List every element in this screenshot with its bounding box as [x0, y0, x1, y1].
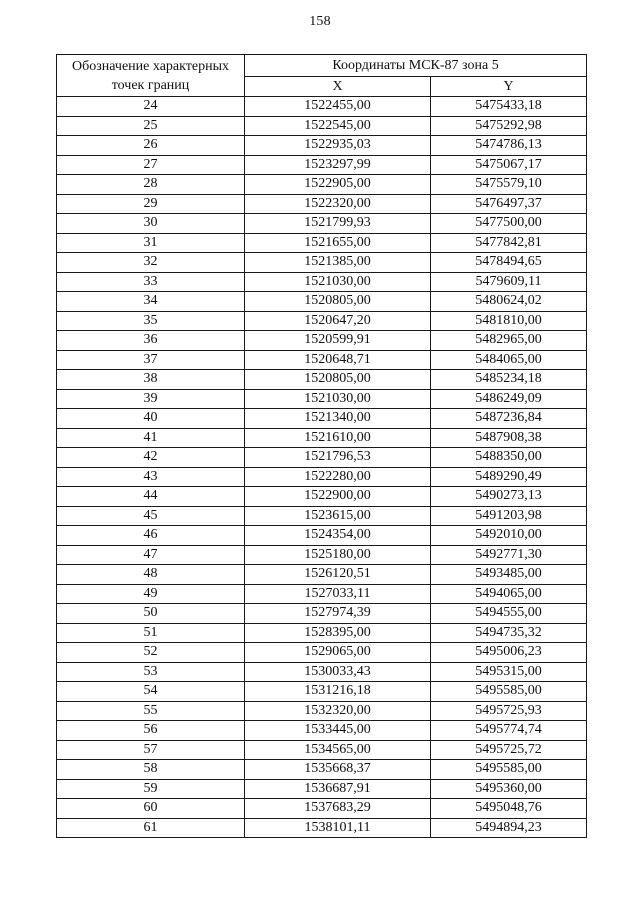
point-cell: 61: [57, 818, 245, 838]
x-coordinate-cell: 1521030,00: [245, 389, 431, 409]
x-coordinate-cell: 1522545,00: [245, 116, 431, 136]
table-row: [57, 155, 587, 175]
point-cell: 60: [57, 799, 245, 819]
point-cell: 56: [57, 721, 245, 741]
point-cell: 53: [57, 662, 245, 682]
x-coordinate-cell: 1534565,00: [245, 740, 431, 760]
point-cell: 59: [57, 779, 245, 799]
x-coordinate-cell: 1533445,00: [245, 721, 431, 741]
point-cell: 41: [57, 428, 245, 448]
table-row: [57, 272, 587, 292]
y-coordinate-cell: 5493485,00: [431, 565, 587, 585]
point-cell: 42: [57, 448, 245, 468]
y-coordinate-cell: 5477842,81: [431, 233, 587, 253]
point-cell: 45: [57, 506, 245, 526]
y-coordinate-cell: 5495725,72: [431, 740, 587, 760]
table-row: [57, 721, 587, 741]
point-cell: 29: [57, 194, 245, 214]
coordinates-column-header: Координаты МСК-87 зона 5: [245, 55, 587, 77]
point-cell: 54: [57, 682, 245, 702]
table-row: [57, 389, 587, 409]
y-coordinate-cell: 5490273,13: [431, 487, 587, 507]
y-coordinate-cell: 5495585,00: [431, 760, 587, 780]
point-cell: 28: [57, 175, 245, 195]
y-coordinate-cell: 5495360,00: [431, 779, 587, 799]
point-column-header: Обозначение характерных точек границ: [57, 55, 245, 97]
y-coordinate-cell: 5475579,10: [431, 175, 587, 195]
table-header-row: [57, 55, 587, 77]
point-cell: 32: [57, 253, 245, 273]
table-row: [57, 428, 587, 448]
table-row: [57, 467, 587, 487]
table-row: [57, 350, 587, 370]
x-coordinate-cell: 1521340,00: [245, 409, 431, 429]
y-column-header: Y: [431, 77, 587, 97]
x-coordinate-cell: 1527033,11: [245, 584, 431, 604]
table-row: [57, 779, 587, 799]
x-coordinate-cell: 1532320,00: [245, 701, 431, 721]
table-row: [57, 487, 587, 507]
point-cell: 35: [57, 311, 245, 331]
y-coordinate-cell: 5474786,13: [431, 136, 587, 156]
x-coordinate-cell: 1535668,37: [245, 760, 431, 780]
y-coordinate-cell: 5477500,00: [431, 214, 587, 234]
x-coordinate-cell: 1520599,91: [245, 331, 431, 351]
x-coordinate-cell: 1524354,00: [245, 526, 431, 546]
table-row: [57, 662, 587, 682]
point-cell: 36: [57, 331, 245, 351]
y-coordinate-cell: 5495774,74: [431, 721, 587, 741]
y-coordinate-cell: 5494065,00: [431, 584, 587, 604]
table-row: [57, 448, 587, 468]
table-row: [57, 136, 587, 156]
point-cell: 55: [57, 701, 245, 721]
table-row: [57, 253, 587, 273]
table-row: [57, 97, 587, 117]
x-coordinate-cell: 1520805,00: [245, 370, 431, 390]
x-coordinate-cell: 1523297,99: [245, 155, 431, 175]
y-coordinate-cell: 5495585,00: [431, 682, 587, 702]
x-coordinate-cell: 1521030,00: [245, 272, 431, 292]
point-cell: 43: [57, 467, 245, 487]
point-cell: 34: [57, 292, 245, 312]
y-coordinate-cell: 5494735,32: [431, 623, 587, 643]
point-cell: 46: [57, 526, 245, 546]
point-cell: 39: [57, 389, 245, 409]
table-row: [57, 409, 587, 429]
x-coordinate-cell: 1537683,29: [245, 799, 431, 819]
table-row: [57, 818, 587, 838]
y-coordinate-cell: 5485234,18: [431, 370, 587, 390]
point-cell: 58: [57, 760, 245, 780]
point-cell: 51: [57, 623, 245, 643]
point-cell: 25: [57, 116, 245, 136]
y-coordinate-cell: 5476497,37: [431, 194, 587, 214]
y-coordinate-cell: 5479609,11: [431, 272, 587, 292]
x-coordinate-cell: 1521655,00: [245, 233, 431, 253]
y-coordinate-cell: 5486249,09: [431, 389, 587, 409]
table-row: [57, 545, 587, 565]
x-coordinate-cell: 1527974,39: [245, 604, 431, 624]
y-coordinate-cell: 5487908,38: [431, 428, 587, 448]
point-cell: 27: [57, 155, 245, 175]
x-coordinate-cell: 1538101,11: [245, 818, 431, 838]
x-coordinate-cell: 1522320,00: [245, 194, 431, 214]
table-row: [57, 740, 587, 760]
y-coordinate-cell: 5482965,00: [431, 331, 587, 351]
table-row: [57, 214, 587, 234]
x-coordinate-cell: 1522900,00: [245, 487, 431, 507]
table-row: [57, 292, 587, 312]
point-cell: 50: [57, 604, 245, 624]
table-row: [57, 701, 587, 721]
page-number: 158: [309, 14, 331, 29]
table-row: [57, 682, 587, 702]
x-coordinate-cell: 1522905,00: [245, 175, 431, 195]
x-coordinate-cell: 1525180,00: [245, 545, 431, 565]
point-cell: 26: [57, 136, 245, 156]
y-coordinate-cell: 5491203,98: [431, 506, 587, 526]
x-column-header: X: [245, 77, 431, 97]
y-coordinate-cell: 5495315,00: [431, 662, 587, 682]
point-cell: 40: [57, 409, 245, 429]
point-cell: 31: [57, 233, 245, 253]
x-coordinate-cell: 1530033,43: [245, 662, 431, 682]
table-row: [57, 799, 587, 819]
y-coordinate-cell: 5492010,00: [431, 526, 587, 546]
y-coordinate-cell: 5495725,93: [431, 701, 587, 721]
x-coordinate-cell: 1520805,00: [245, 292, 431, 312]
y-coordinate-cell: 5487236,84: [431, 409, 587, 429]
point-cell: 38: [57, 370, 245, 390]
x-coordinate-cell: 1536687,91: [245, 779, 431, 799]
x-coordinate-cell: 1522280,00: [245, 467, 431, 487]
table-row: [57, 526, 587, 546]
x-coordinate-cell: 1526120,51: [245, 565, 431, 585]
table-row: [57, 643, 587, 663]
x-coordinate-cell: 1520647,20: [245, 311, 431, 331]
point-cell: 30: [57, 214, 245, 234]
y-coordinate-cell: 5480624,02: [431, 292, 587, 312]
point-cell: 44: [57, 487, 245, 507]
point-cell: 49: [57, 584, 245, 604]
table-row: [57, 194, 587, 214]
table-header: [57, 55, 587, 97]
y-coordinate-cell: 5481810,00: [431, 311, 587, 331]
y-coordinate-cell: 5495048,76: [431, 799, 587, 819]
table-row: [57, 370, 587, 390]
y-coordinate-cell: 5475292,98: [431, 116, 587, 136]
x-coordinate-cell: 1523615,00: [245, 506, 431, 526]
x-coordinate-cell: 1528395,00: [245, 623, 431, 643]
y-coordinate-cell: 5489290,49: [431, 467, 587, 487]
point-cell: 48: [57, 565, 245, 585]
point-cell: 24: [57, 97, 245, 117]
x-coordinate-cell: 1521610,00: [245, 428, 431, 448]
point-cell: 52: [57, 643, 245, 663]
y-coordinate-cell: 5488350,00: [431, 448, 587, 468]
point-cell: 33: [57, 272, 245, 292]
y-coordinate-cell: 5494555,00: [431, 604, 587, 624]
x-coordinate-cell: 1521799,93: [245, 214, 431, 234]
table-row: [57, 604, 587, 624]
table-row: [57, 116, 587, 136]
y-coordinate-cell: 5494894,23: [431, 818, 587, 838]
table-row: [57, 565, 587, 585]
table-row: [57, 175, 587, 195]
y-coordinate-cell: 5495006,23: [431, 643, 587, 663]
x-coordinate-cell: 1529065,00: [245, 643, 431, 663]
table-row: [57, 311, 587, 331]
y-coordinate-cell: 5475067,17: [431, 155, 587, 175]
table-row: [57, 233, 587, 253]
point-cell: 47: [57, 545, 245, 565]
coordinates-table: [56, 54, 587, 838]
y-coordinate-cell: 5475433,18: [431, 97, 587, 117]
point-cell: 37: [57, 350, 245, 370]
x-coordinate-cell: 1522935,03: [245, 136, 431, 156]
y-coordinate-cell: 5484065,00: [431, 350, 587, 370]
table-row: [57, 331, 587, 351]
table-row: [57, 506, 587, 526]
table-row: [57, 623, 587, 643]
x-coordinate-cell: 1531216,18: [245, 682, 431, 702]
table-body: [57, 97, 587, 838]
table-row: [57, 584, 587, 604]
y-coordinate-cell: 5478494,65: [431, 253, 587, 273]
y-coordinate-cell: 5492771,30: [431, 545, 587, 565]
x-coordinate-cell: 1522455,00: [245, 97, 431, 117]
table-row: [57, 760, 587, 780]
x-coordinate-cell: 1521385,00: [245, 253, 431, 273]
x-coordinate-cell: 1520648,71: [245, 350, 431, 370]
point-cell: 57: [57, 740, 245, 760]
x-coordinate-cell: 1521796,53: [245, 448, 431, 468]
